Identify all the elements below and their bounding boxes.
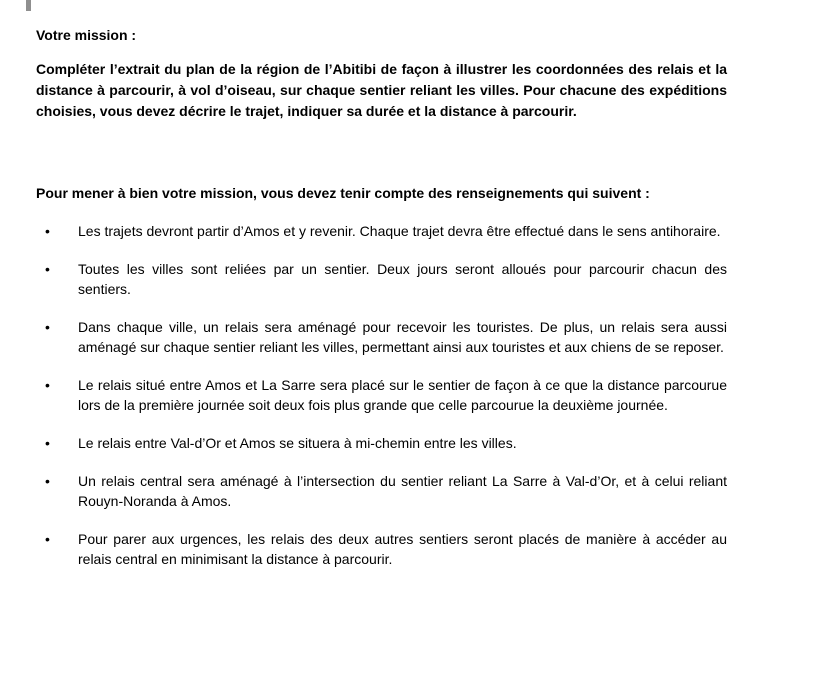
page-edge-artifact: [26, 0, 31, 11]
list-item: [36, 317, 727, 357]
list-item: [36, 259, 727, 299]
instructions-list: [36, 221, 727, 587]
list-item-text: Pour parer aux urgences, les relais des deux autres sentiers seront placés de manière à accéder au relais central en minimisant la distance à parcourir.: [78, 531, 727, 567]
instructions-heading: Pour mener à bien votre mission, vous devez tenir compte des renseignements qui suivent :: [36, 185, 650, 201]
bullet-icon: •: [45, 531, 50, 547]
list-item-text: Le relais entre Val-d’Or et Amos se situera à mi-chemin entre les villes.: [78, 435, 517, 451]
list-item: [36, 529, 727, 569]
list-item-text: Le relais situé entre Amos et La Sarre sera placé sur le sentier de façon à ce que la distance parcourue lors de la première journée soit deux fois plus grande que celle parcourue la deuxième journée.: [78, 377, 727, 413]
bullet-icon: •: [45, 473, 50, 489]
bullet-icon: •: [45, 319, 50, 335]
mission-heading: Votre mission :: [36, 27, 137, 43]
list-item-text: Dans chaque ville, un relais sera aménagé pour recevoir les touristes. De plus, un relais sera aussi aménagé sur chaque sentier reliant les villes, permettant ainsi aux touristes et aux chiens de se reposer.: [78, 319, 727, 355]
mission-paragraph: Compléter l’extrait du plan de la région de l’Abitibi de façon à illustrer les coordonnées des relais et la distance à parcourir, à vol d’oiseau, sur chaque sentier reliant les villes. Pour chacune des expéditions choisies, vous devez décrire le trajet, indiquer sa durée et la distance à parcourir.: [36, 61, 727, 119]
list-item-text: Toutes les villes sont reliées par un sentier. Deux jours seront alloués pour parcourir chacun des sentiers.: [78, 261, 727, 297]
list-item: [36, 471, 727, 511]
bullet-icon: •: [45, 435, 50, 451]
list-item-text: Les trajets devront partir d’Amos et y revenir. Chaque trajet devra être effectué dans le sens antihoraire.: [78, 223, 721, 239]
bullet-icon: •: [45, 223, 50, 239]
list-item-text: Un relais central sera aménagé à l’intersection du sentier reliant La Sarre à Val-d’Or, et à celui reliant Rouyn-Noranda à Amos.: [78, 473, 727, 509]
bullet-icon: •: [45, 377, 50, 393]
list-item: [36, 221, 727, 241]
bullet-icon: •: [45, 261, 50, 277]
list-item: [36, 433, 727, 453]
list-item: [36, 375, 727, 415]
